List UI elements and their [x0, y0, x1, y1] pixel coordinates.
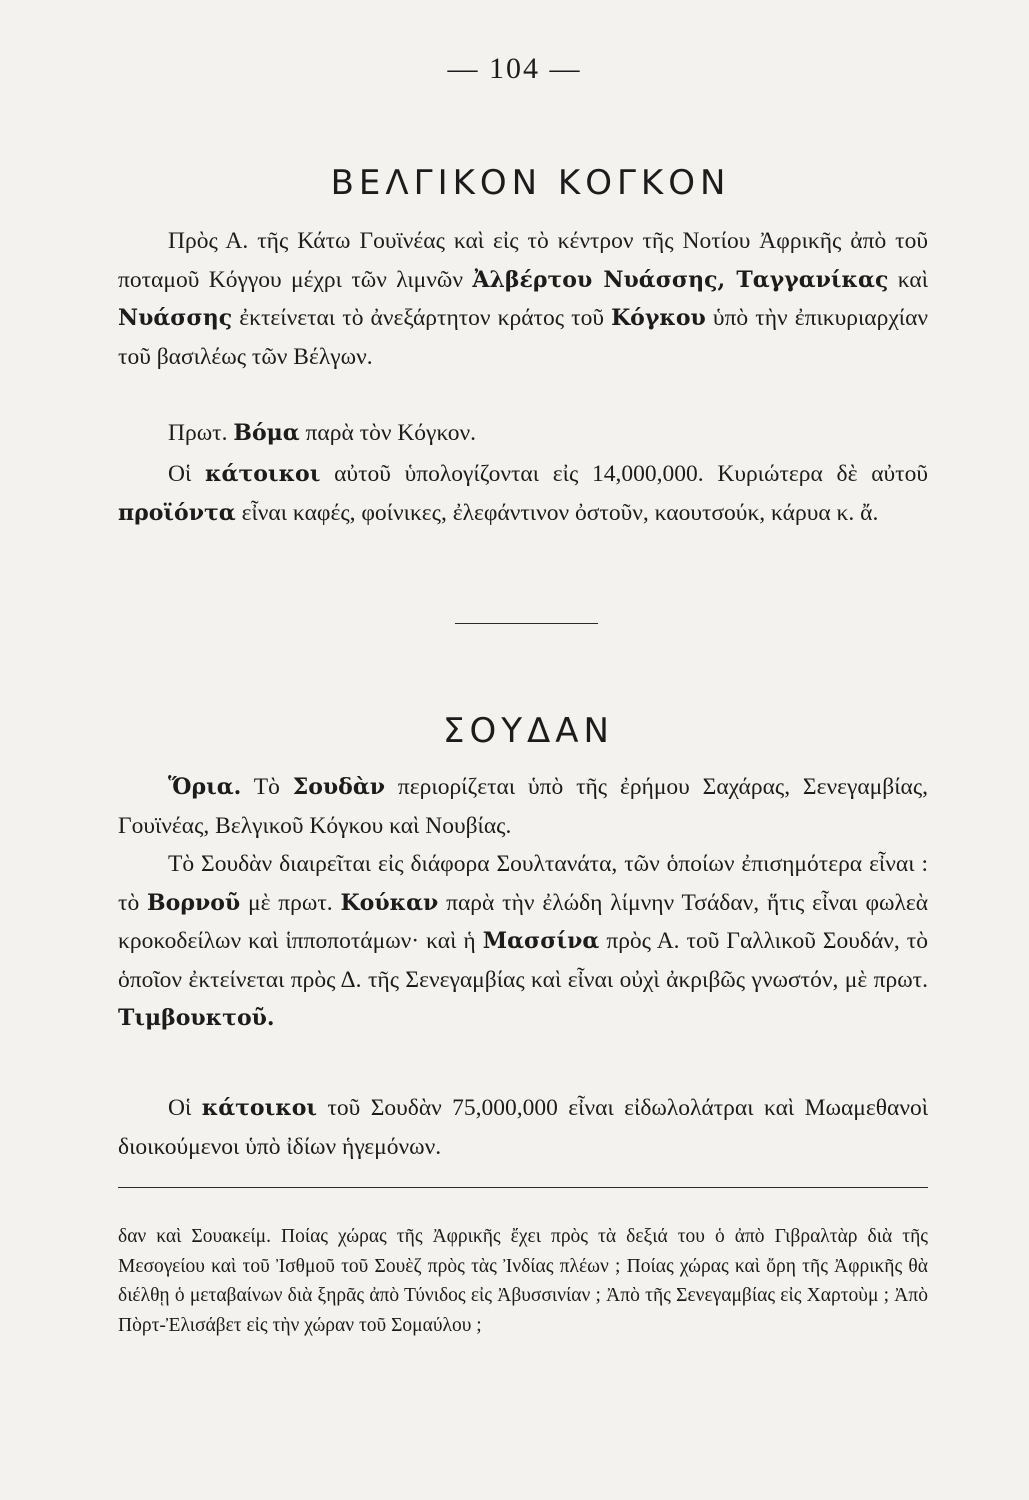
paragraph-sudan-borders: [118, 768, 928, 845]
bold-term: Βόμα: [233, 420, 300, 446]
text-run: Τὸ Σουδὰν διαιρεῖται εἰς διάφορα Σουλτανάτα, τῶν ὁποίων ἐπισημότερα εἶναι : τὸ: [118, 851, 928, 916]
text-run: Πρωτ.: [168, 420, 228, 446]
bold-term: Κούκαν: [340, 889, 439, 916]
text-run: μὲ πρωτ.: [248, 889, 333, 916]
bold-term: κάτοικοι: [205, 461, 321, 487]
bold-term: Μασσίνα: [482, 928, 600, 954]
text-run: τοῦ Σουδὰν 75,000,000 εἶναι εἰδωλολάτραι καὶ Μωαμεθανοὶ διοικούμενοι ὑπὸ ἰδίων ἡγεμόνων.: [118, 1095, 929, 1160]
paragraph-congo-population: [118, 455, 928, 532]
page-number: — 104 —: [447, 52, 582, 85]
paragraph-congo-capital: [118, 414, 928, 453]
text-run: παρὰ τὴν ἐλώδη λίμνην Τσάδαν, ἥτις εἶναι φωλεὰ κροκοδείλων καὶ ἱπποποτάμων· καὶ ἡ: [118, 889, 929, 954]
bold-term: Κόγκου: [611, 305, 706, 331]
bold-term: προϊόντα: [118, 499, 236, 526]
bold-term: κάτοικοι: [201, 1095, 318, 1121]
bold-term: Ἀλβέρτου Νυάσσης, Ταγγανίκας: [472, 266, 889, 293]
text-run: Οἱ: [168, 1095, 192, 1121]
text-run: ἐκτείνεται τὸ ἀνεξάρτητον κράτος τοῦ: [239, 305, 604, 331]
text-run: καὶ: [897, 266, 929, 293]
section-divider: [455, 623, 598, 624]
bold-term: Τιμβουκτοῦ.: [118, 1005, 275, 1031]
text-run: ὑπὸ τὴν ἐπικυριαρχίαν τοῦ βασιλέως τῶν Βέλγων.: [118, 305, 929, 370]
text-run: Οἱ: [168, 461, 192, 487]
paragraph-congo-location: [118, 222, 928, 376]
paragraph-sudan-population: [118, 1089, 928, 1166]
text-run: αὐτοῦ ὑπολογίζονται εἰς 14,000,000. Κυριώτερα δὲ αὐτοῦ: [334, 461, 928, 487]
section-heading-sudan: ΣΟΥΔΑΝ: [443, 710, 614, 751]
text-run: περιορίζεται ὑπὸ τῆς ἐρήμου Σαχάρας, Σενεγαμβίας, Γουϊνέας, Βελγικοῦ Κόγκου καὶ Νουβίας.: [118, 774, 929, 839]
bold-term: Σουδὰν: [292, 774, 386, 800]
footnote-text: δαν καὶ Σουακείμ. Ποίας χώρας τῆς Ἀφρικῆς ἔχει πρὸς τὰ δεξιά του ὁ ἀπὸ Γιβραλτὰρ διὰ τῆς Μεσογείου καὶ τοῦ Ἰσθμοῦ τοῦ Σουὲζ πρὸς τὰς Ἰνδίας πλέων ; Ποίας χώρας καὶ ὄρη τῆς Ἀφρικῆς θὰ διέλθῃ ὁ μεταβαίνων διὰ ξηρᾶς ἀπὸ Τύνιδος εἰς Ἀβυσσινίαν ; Ἀπὸ τῆς Σενεγαμβίας εἰς Χαρτοὺμ ; Ἀπὸ Πὸρτ-Ἐλισάβετ εἰς τὴν χώραν τοῦ Σομαύλου ;: [118, 1226, 928, 1336]
section-heading-belgian-congo: ΒΕΛΓΙΚΟΝ ΚΟΓΚΟΝ: [330, 162, 731, 203]
text-run: Τὸ: [253, 774, 280, 800]
text-run: εἶναι καφές, φοίνικες, ἐλεφάντινον ὀστοῦν, καουτσούκ, κάρυα κ. ἄ.: [241, 499, 879, 526]
text-run: Πρὸς Α. τῆς Κάτω Γουϊνέας καὶ εἰς τὸ κέντρον τῆς Νοτίου Ἀφρικῆς ἀπὸ τοῦ ποταμοῦ Κόγγου μέχρι τῶν λιμνῶν: [118, 228, 928, 293]
bold-term: Ὅρια.: [168, 774, 242, 800]
paragraph-sudan-sultanates: [118, 845, 928, 1038]
text-run: παρὰ τὸν Κόγκον.: [305, 420, 477, 446]
text-run: πρὸς Α. τοῦ Γαλλικοῦ Σουδάν, τὸ ὁποῖον ἐκτείνεται πρὸς Δ. τῆς Σενεγαμβίας καὶ εἶναι οὐχὶ ἀκριβῶς γνωστόν, μὲ πρωτ.: [118, 928, 928, 993]
bold-term: Βορνοῦ: [147, 889, 241, 916]
bold-term: Νυάσσης: [118, 305, 233, 331]
footnote-divider: [118, 1187, 928, 1188]
